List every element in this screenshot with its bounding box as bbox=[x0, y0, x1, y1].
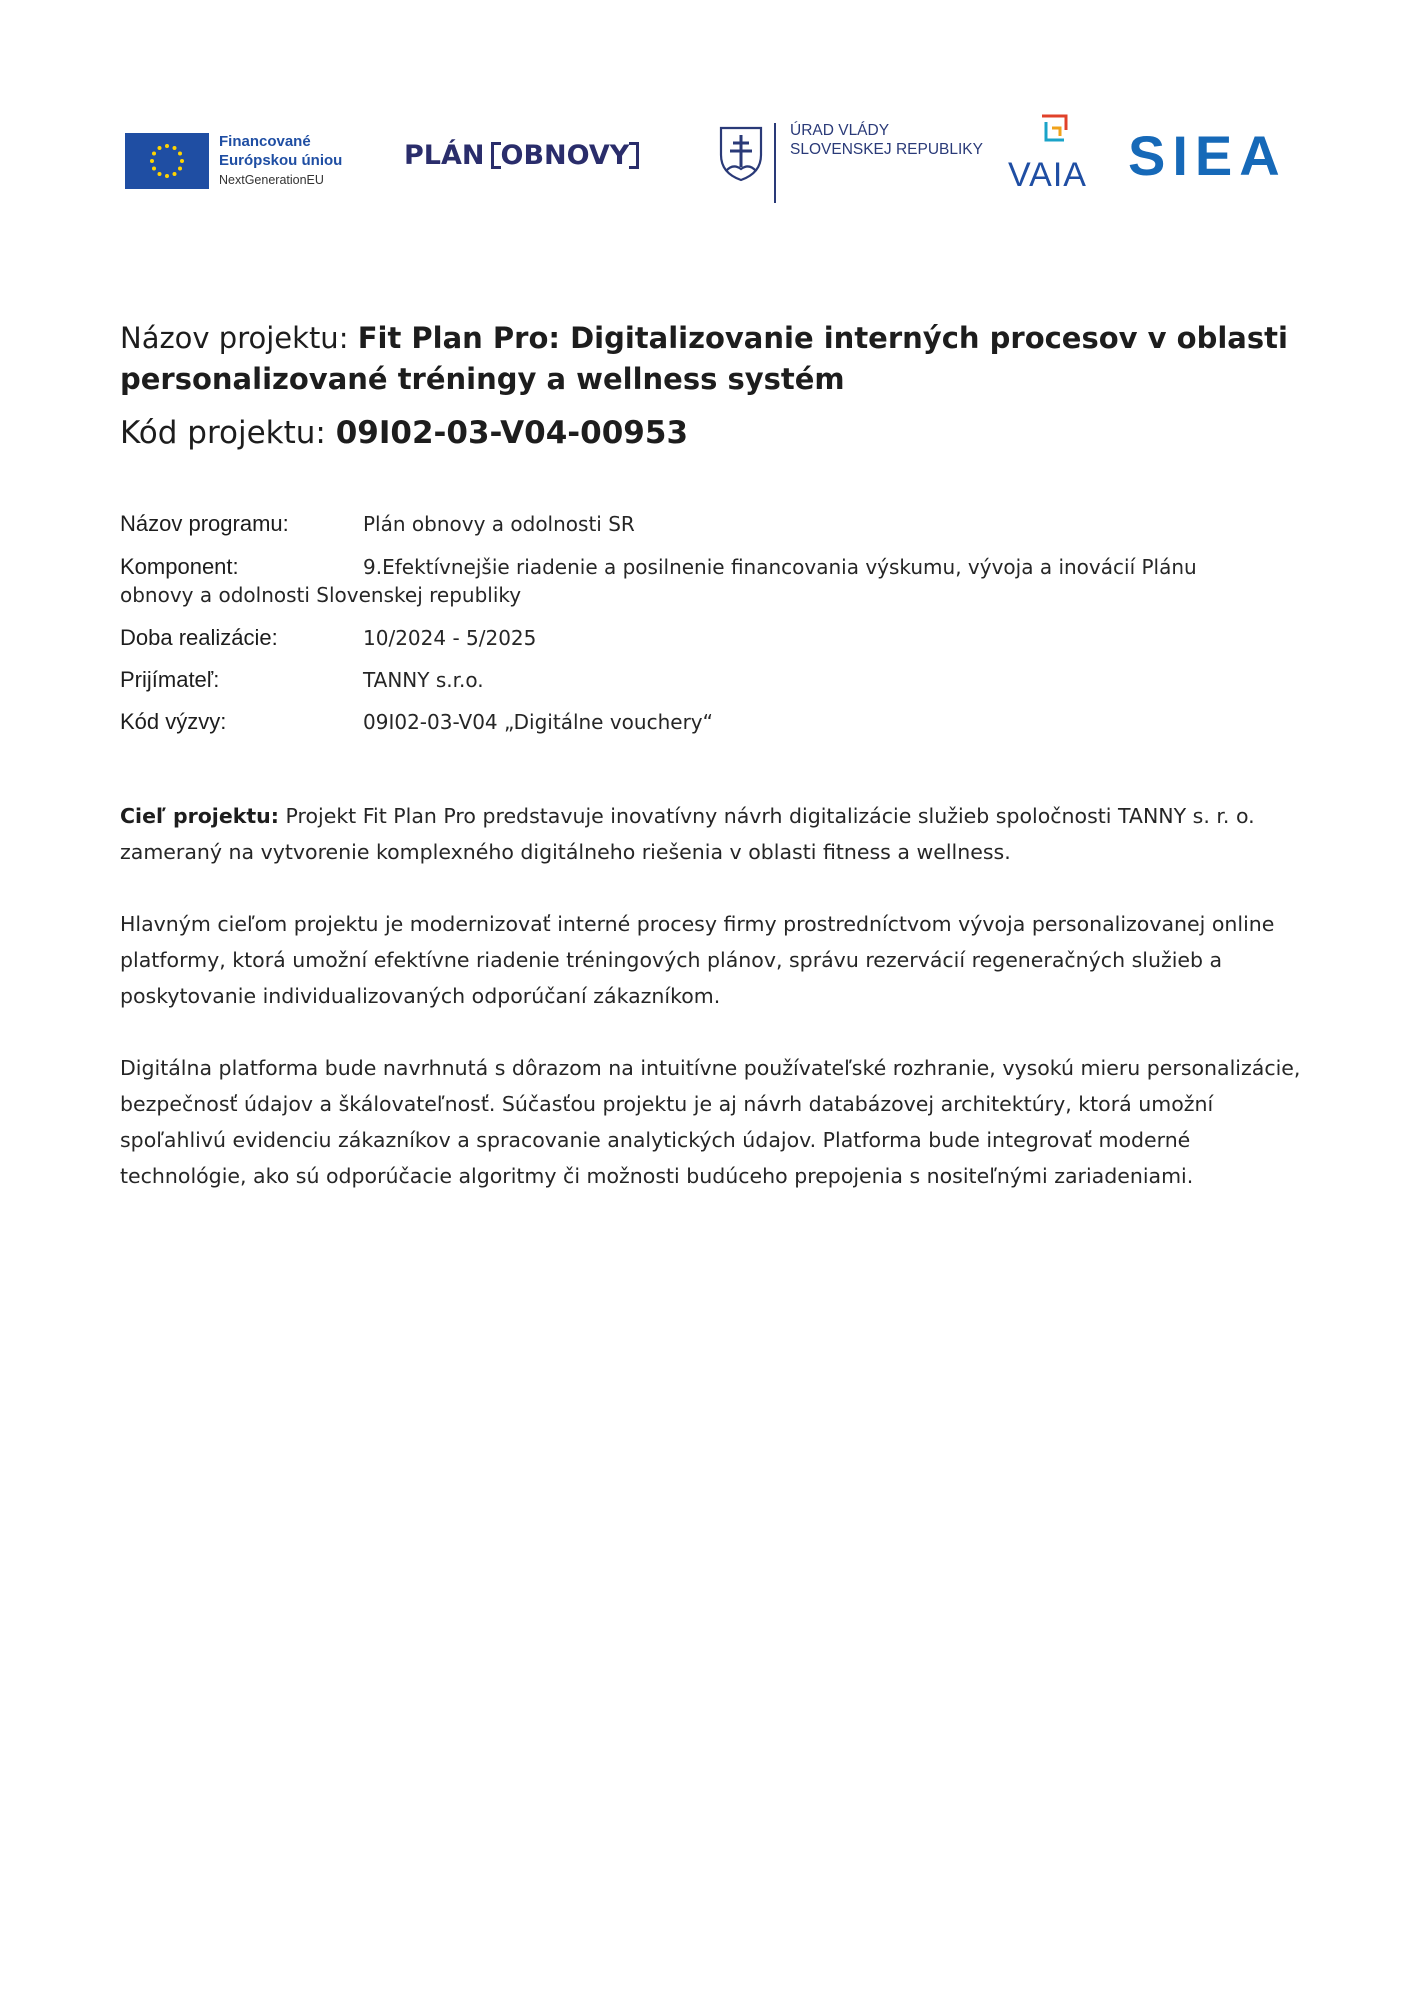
eu-logo-line-2: Európskou úniou bbox=[219, 152, 343, 169]
vaia-logo bbox=[1008, 110, 1098, 194]
info-label: Prijímateľ: bbox=[120, 667, 220, 692]
project-header bbox=[120, 318, 1300, 454]
plan-logo-word-2: OBNOVY bbox=[500, 140, 630, 171]
project-code-label: Kód projektu: bbox=[120, 415, 326, 451]
info-row-recipient bbox=[120, 666, 1300, 694]
plan-obnovy-logo bbox=[404, 140, 639, 180]
paragraph-3: Digitálna platforma bude navrhnutá s dôrazom na intuitívne používateľské rozhranie, vysokú mieru personalizácie, bezpečnosť údajov a škálovateľnosť. Súčasťou projektu je aj návrh databázovej architektúry, ktorá umožní spoľahlivú evidenciu zákazníkov a spracovanie analytických údajov. Platforma bude integrovať moderné technológie, ako sú odporúčacie algoritmy či možnosti budúceho prepojenia s nositeľnými zariadeniami. bbox=[120, 1056, 1301, 1188]
plan-logo-bracket bbox=[491, 140, 640, 171]
eu-logo-line-3: NextGenerationEU bbox=[219, 173, 324, 187]
info-label: Komponent: bbox=[120, 554, 239, 579]
info-value: Plán obnovy a odolnosti SR bbox=[363, 512, 635, 536]
info-label: Názov programu: bbox=[120, 511, 289, 536]
info-row-call bbox=[120, 708, 1300, 736]
urad-vlady-logo bbox=[716, 119, 1006, 205]
eu-funding-logo bbox=[125, 131, 365, 191]
info-label: Kód výzvy: bbox=[120, 709, 227, 734]
urad-logo-line-1: ÚRAD VLÁDY bbox=[790, 122, 890, 139]
goal-label: Cieľ projektu: bbox=[120, 804, 279, 828]
info-label: Doba realizácie: bbox=[120, 625, 278, 650]
vaia-mark-icon bbox=[1036, 110, 1096, 156]
info-row-component bbox=[120, 553, 1300, 609]
coat-of-arms-icon bbox=[718, 125, 764, 183]
project-description bbox=[120, 798, 1312, 1230]
info-value: 10/2024 - 5/2025 bbox=[363, 626, 537, 650]
info-row-period bbox=[120, 624, 1300, 652]
siea-logo: SIEA bbox=[1128, 124, 1287, 187]
info-value: TANNY s.r.o. bbox=[363, 668, 484, 692]
urad-divider bbox=[774, 123, 776, 203]
info-row-program bbox=[120, 510, 1300, 538]
info-value: 9.Efektívnejšie riadenie a posilnenie financovania výskumu, vývoja a inovácií Plánu bbox=[363, 555, 1197, 579]
paragraph-2: Hlavným cieľom projektu je modernizovať interné procesy firmy prostredníctvom vývoja personalizovanej online platformy, ktorá umožní efektívne riadenie tréningových plánov, správu rezervácií regeneračných služieb a poskytovanie individualizovaných odporúčaní zákazníkom. bbox=[120, 912, 1275, 1008]
project-title bbox=[120, 318, 1300, 400]
project-info-table bbox=[120, 510, 1300, 736]
urad-logo-line-2: SLOVENSKEJ REPUBLIKY bbox=[790, 141, 983, 158]
project-code-value: 09I02-03-V04-00953 bbox=[335, 415, 689, 451]
logo-bar bbox=[0, 0, 1414, 230]
eu-flag-icon bbox=[125, 133, 209, 189]
info-value-continued: obnovy a odolnosti Slovenskej republiky bbox=[120, 583, 522, 607]
project-code bbox=[120, 412, 1300, 454]
plan-logo-word-1: PLÁN bbox=[404, 140, 485, 171]
eu-logo-line-1: Financované bbox=[219, 133, 311, 150]
info-value: 09I02-03-V04 „Digitálne vouchery“ bbox=[363, 710, 713, 734]
vaia-logo-text: VAIA bbox=[1008, 156, 1087, 194]
goal-text: Projekt Fit Plan Pro predstavuje inovatívny návrh digitalizácie služieb spoločnosti TANNY s. r. o. zameraný na vytvorenie komplexného digitálneho riešenia v oblasti fitness a wellness. bbox=[120, 804, 1255, 864]
project-title-label: Názov projektu: bbox=[120, 321, 349, 355]
project-title-value: Fit Plan Pro: Digitalizovanie interných procesov v oblasti personalizované tréningy a wellness systém bbox=[120, 321, 1288, 396]
goal-paragraph bbox=[120, 798, 1312, 870]
